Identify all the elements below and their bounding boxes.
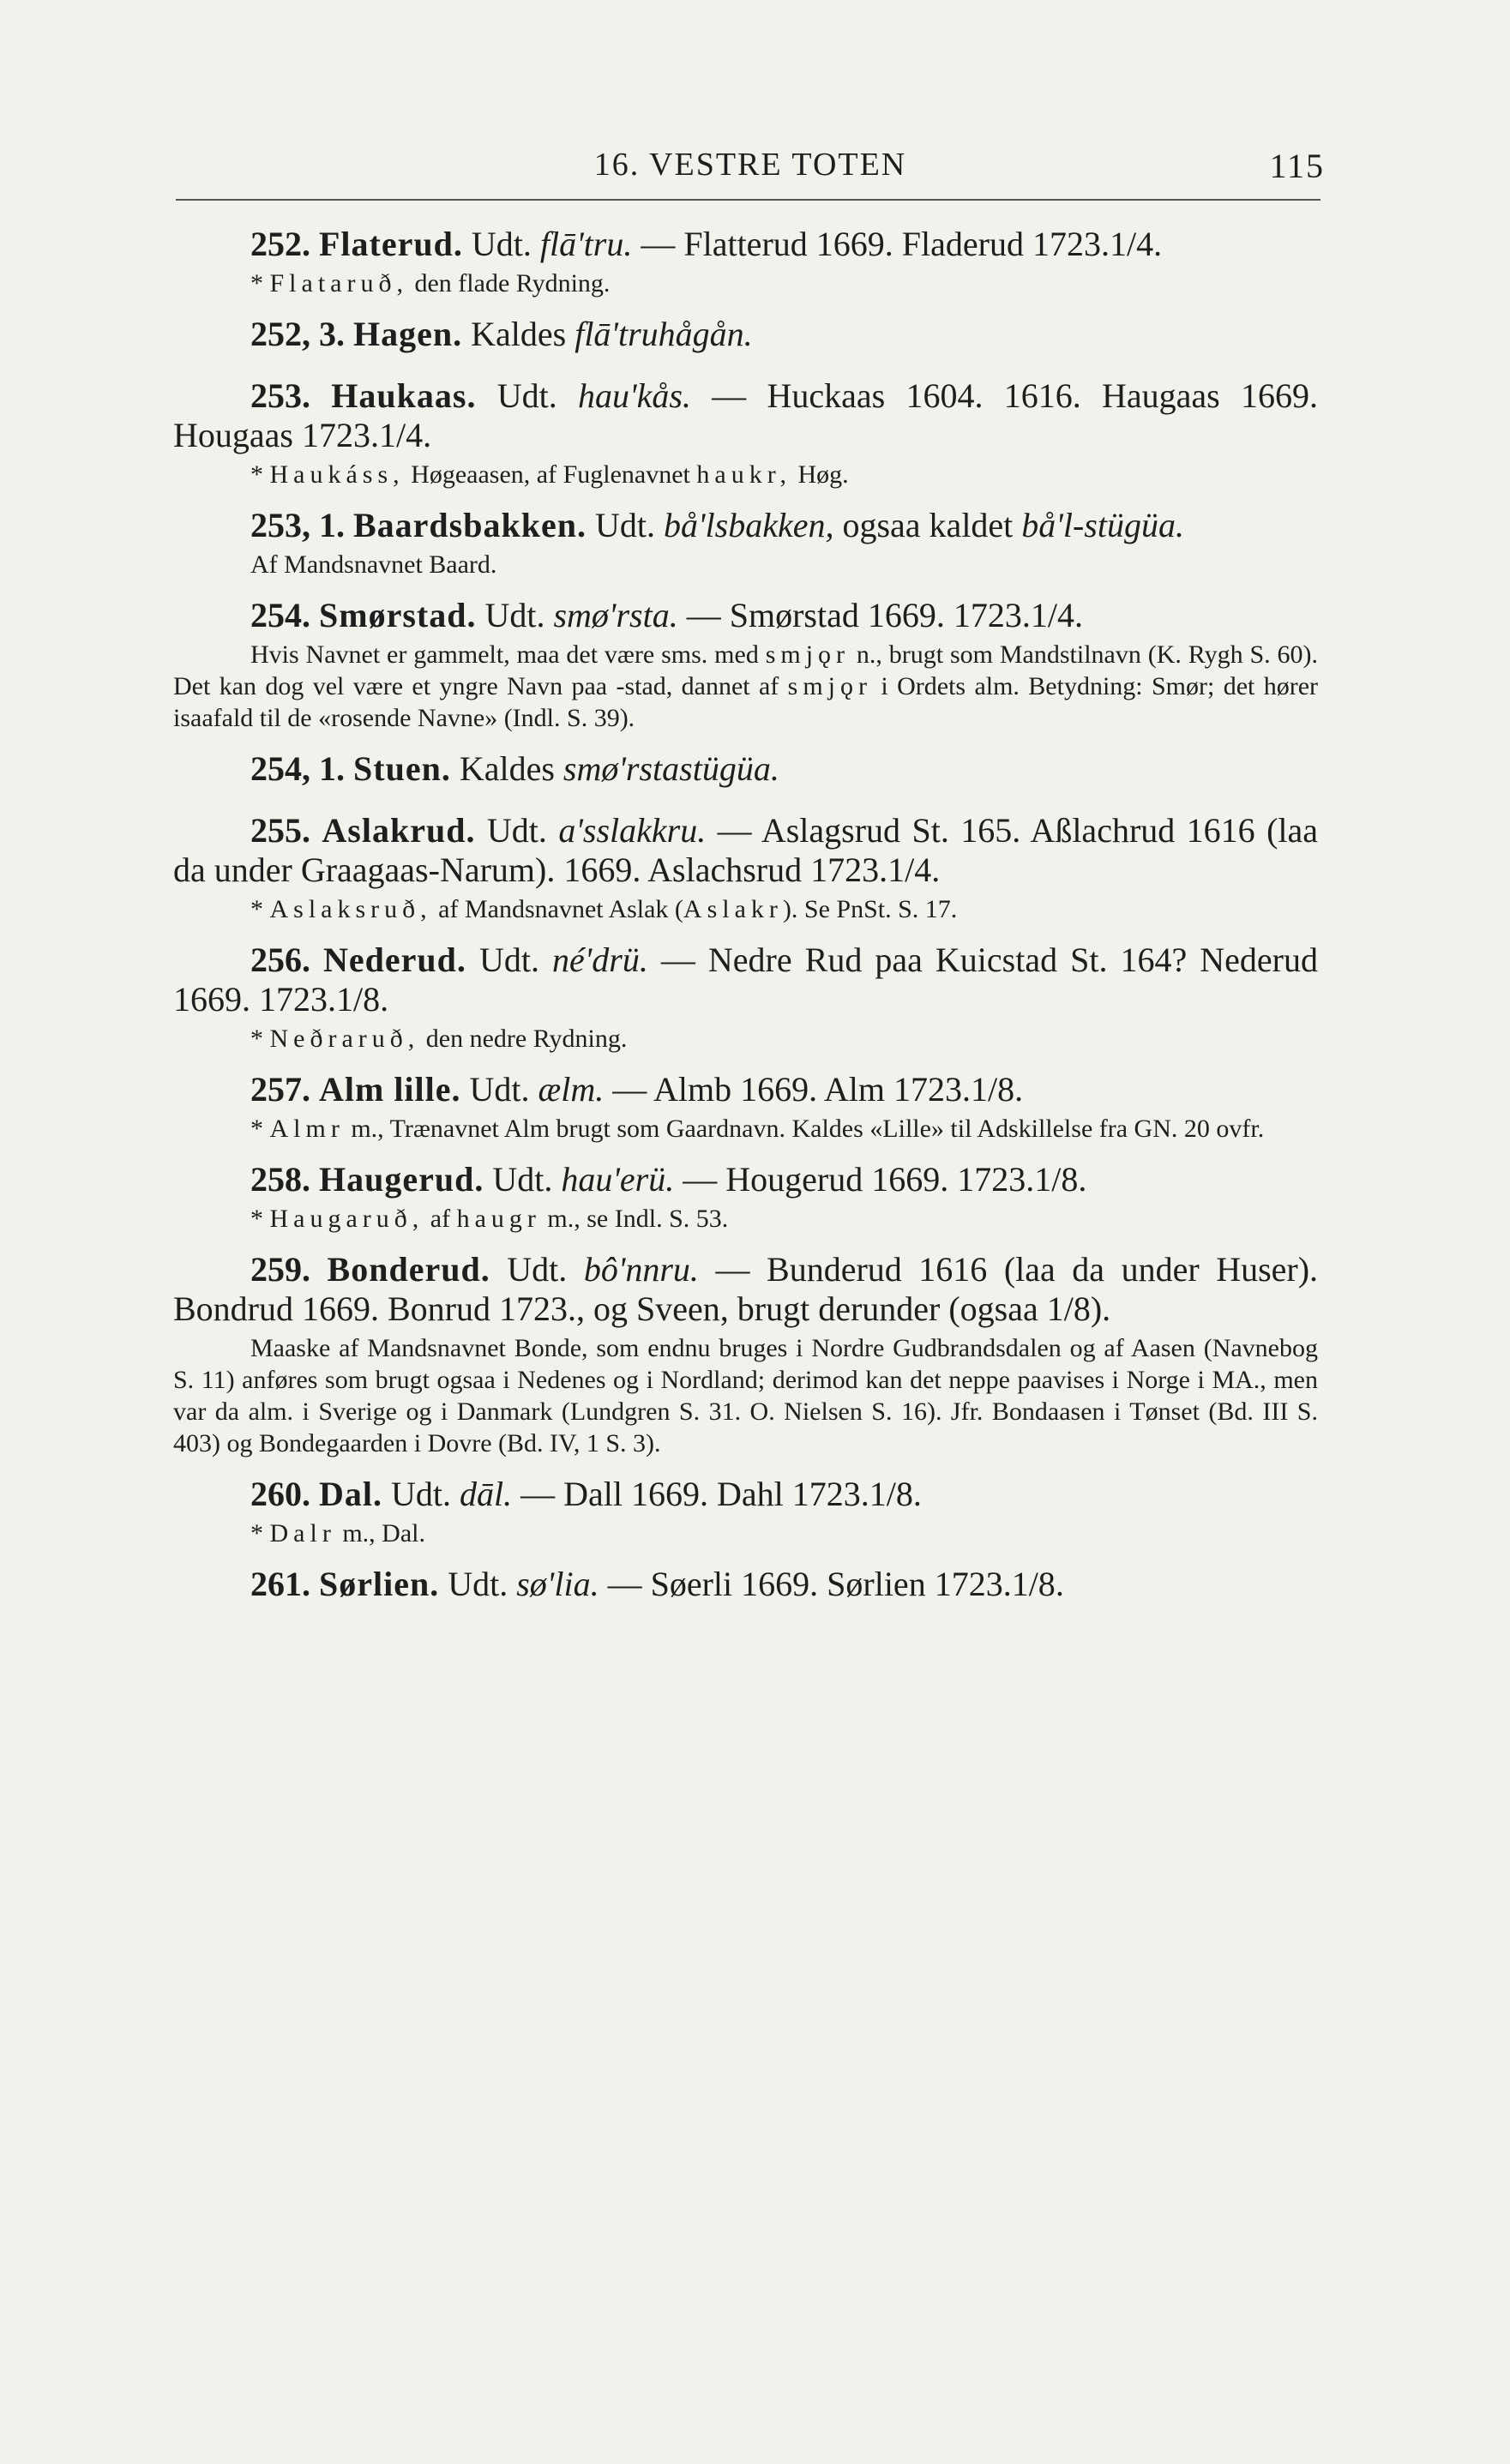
- pronunciation: dāl.: [460, 1475, 513, 1513]
- entry-255: 255. Aslakrud. Udt. a'sslakkru. — Aslagsrud St. 165. Aßlachrud 1616 (laa da under Graagaas-Narum). 1669. Aslachsrud 1723.1/4.: [173, 811, 1319, 889]
- fraction: 1/4: [1030, 596, 1074, 634]
- entry-number: 254, 1.: [250, 749, 345, 788]
- pronunciation: hau'erü.: [561, 1160, 675, 1199]
- running-header: [176, 146, 1325, 183]
- entry-252: 252. Flaterud. Udt. flā'tru. — Flatterud 1669. Fladerud 1723.1/4.: [173, 225, 1318, 264]
- pronunciation: flā'truhågån.: [575, 315, 753, 353]
- historic-forms: — Dall 1669. Dahl 1723.: [520, 1475, 869, 1513]
- old-norse-form: Flatаruð,: [269, 269, 408, 297]
- fraction: 1/8).: [1046, 1289, 1111, 1328]
- entry-258: 258. Haugerud. Udt. hau'erü. — Hougerud 1669. 1723.1/8.: [173, 1160, 1318, 1199]
- note-258: * Haugaruð, af haugr m., se Indl. S. 53.: [250, 1205, 729, 1233]
- farm-name: Dal.: [319, 1475, 382, 1513]
- entry-number: 259.: [250, 1250, 310, 1289]
- farm-name: Haukaas.: [331, 376, 477, 415]
- entry-number: 258.: [250, 1160, 310, 1199]
- udt-label: Udt.: [478, 941, 539, 979]
- udt-label: Udt.: [492, 1160, 553, 1199]
- note-253: * Haukáss, Høgeaasen, af Fuglenavnet haukr, Høg.: [250, 460, 849, 489]
- note-text: den flade Rydning.: [414, 269, 611, 297]
- farm-name: Smørstad.: [319, 596, 477, 634]
- note-256: * Neðraruð, den nedre Rydning.: [250, 1025, 628, 1053]
- pronunciation: bå'lsbakken,: [663, 506, 834, 544]
- pronunciation: ælm.: [538, 1070, 605, 1109]
- pronunciation: hau'kås.: [578, 376, 691, 415]
- pronunciation: smø'rstastügüa.: [562, 749, 779, 788]
- note-252: * Flatаruð, den flade Rydning.: [250, 269, 611, 297]
- entry-259: [173, 1250, 1318, 1329]
- fraction: 1/8: [869, 1475, 913, 1513]
- pronunciation: flā'tru.: [539, 225, 633, 263]
- old-norse-form: Neðraruð,: [269, 1025, 420, 1053]
- pronunciation: smø'rsta.: [553, 596, 678, 634]
- entry-text: Kaldes: [471, 315, 567, 353]
- entry-number: 253.: [250, 376, 310, 415]
- entry-252-3: [173, 315, 1318, 354]
- entry-253: 253. Haukaas. Udt. hau'kås. — Huckaas 1604. 1616. Haugaas 1669. Hougaas 1723.1/4.: [173, 376, 1318, 454]
- farm-name: Bonderud.: [327, 1250, 490, 1289]
- udt-label: Udt.: [391, 1475, 451, 1513]
- farm-name: Hagen.: [353, 315, 463, 353]
- note-text: den nedre Rydning.: [425, 1025, 628, 1053]
- farm-name: Stuen.: [353, 749, 451, 788]
- pronunciation: a'sslakkru.: [558, 811, 707, 850]
- old-norse-form: smjǫr: [765, 640, 851, 669]
- note-text: af: [430, 1205, 451, 1233]
- historic-forms: — Aslagsrud St. 165. Aßlachrud 1616 (laa da under Graagaas-Narum). 1669. Aslachsrud 1723.: [173, 811, 1319, 889]
- entry-number: 260.: [250, 1475, 310, 1513]
- historic-forms: — Flatterud 1669. Fladerud 1723.: [641, 225, 1110, 263]
- entry-number: 255.: [250, 811, 310, 850]
- note-text: n., brugt som Mandstilnavn (K. Rygh S. 60). Det kan dog vel være et yngre Navn paa -stad, dannet af: [173, 640, 1318, 700]
- entry-number: 256.: [250, 941, 310, 979]
- udt-label: Udt.: [484, 596, 545, 634]
- entry-number: 257.: [250, 1070, 310, 1109]
- note-260: * Dalr m., Dal.: [250, 1519, 425, 1548]
- page-number: 115: [1269, 147, 1325, 185]
- note-text: Af Mandsnavnet Baard.: [250, 550, 497, 579]
- note-253-1: [173, 549, 1318, 580]
- farm-name: Baardsbakken.: [353, 506, 587, 544]
- note-257: * Almr m., Trænavnet Alm brugt som Gaardnavn. Kaldes «Lille» til Adskillelse fra GN. 20 ovfr.: [250, 1115, 1265, 1143]
- old-norse-form: Almr: [269, 1115, 345, 1143]
- pronunciation: bå'l-stügüa.: [1021, 506, 1184, 544]
- note-text: m., Dal.: [342, 1519, 425, 1548]
- note-259: [173, 1332, 1318, 1459]
- farm-name: Alm lille.: [319, 1070, 461, 1109]
- farm-name: Flaterud.: [319, 225, 463, 263]
- note-text: Hvis Navnet er gammelt, maa det være sms. med: [250, 640, 759, 669]
- entry-number: 253, 1.: [250, 506, 345, 544]
- old-norse-form: Haugaruð,: [269, 1205, 424, 1233]
- udt-label: Udt.: [471, 225, 532, 263]
- note-text: m., se Indl. S. 53.: [547, 1205, 729, 1233]
- udt-label: Udt.: [507, 1250, 568, 1289]
- udt-label: Udt.: [594, 506, 655, 544]
- fraction: 1/8: [971, 1070, 1015, 1109]
- header-rule: [176, 199, 1320, 201]
- fraction: 1/8: [1011, 1565, 1056, 1603]
- udt-label: Udt.: [469, 1070, 530, 1109]
- note-text: m., Trænavnet Alm brugt som Gaardnavn. Kaldes «Lille» til Adskillelse fra GN. 20 ovfr.: [351, 1115, 1265, 1143]
- entry-261: 261. Sørlien. Udt. sø'lia. — Søerli 1669. Sørlien 1723.1/8.: [173, 1565, 1318, 1604]
- fraction: 1/4: [378, 416, 424, 454]
- entry-253-1: [173, 506, 1318, 545]
- note-text: Høgeaasen, af Fuglenavnet: [411, 460, 690, 489]
- pronunciation: né'drü.: [551, 941, 648, 979]
- pronunciation: sø'lia.: [516, 1565, 599, 1603]
- entry-number: 254.: [250, 596, 310, 634]
- text-body: [173, 225, 1318, 1608]
- entry-number: 252.: [250, 225, 310, 263]
- farm-name: Haugerud.: [319, 1160, 484, 1199]
- note-254: [173, 639, 1318, 734]
- note-text: i Ordets alm. Betydning: Smør; det hører isaafald til de «rosende Navne» (Indl. S. 39).: [173, 672, 1319, 732]
- note-text: Maaske af Mandsnavnet Bonde, som endnu bruges i Nordre Gudbrandsdalen og af Aasen (Navnebog S. 11) anføres som brugt ogsaa i Nedenes og i Nordland; derimod kan det neppe paavises i Norge i MA., men var da alm. i Sverige og i Danmark (Lundgren S. 31. O. Nielsen S. 16). Jfr. Bondaasen i Tønset (Bd. III S. 403) og Bondegaarden i Dovre (Bd. IV, 1 S. 3).: [173, 1334, 1318, 1457]
- udt-label: Udt.: [448, 1565, 508, 1603]
- entry-257: 257. Alm lille. Udt. ælm. — Almb 1669. Alm 1723.1/8.: [173, 1070, 1318, 1109]
- header-title: 16. VESTRE TOTEN: [593, 147, 907, 183]
- historic-forms: — Smørstad 1669. 1723.: [686, 596, 1031, 634]
- old-norse-form: Haukáss,: [269, 460, 405, 489]
- fraction: 1/4: [887, 850, 932, 889]
- entry-number: 252, 3.: [250, 315, 345, 353]
- farm-name: Sørlien.: [319, 1565, 440, 1603]
- historic-forms: — Huckaas 1604. 1616. Haugaas 1669. Hougaas 1723.: [173, 376, 1318, 454]
- entry-260: 260. Dal. Udt. dāl. — Dall 1669. Dahl 1723.1/8.: [173, 1475, 1318, 1514]
- entry-256: 256. Nederud. Udt. né'drü. — Nedre Rud paa Kuicstad St. 164? Nederud 1669. 1723.1/8.: [173, 941, 1319, 1019]
- old-norse-form: haukr,: [696, 460, 791, 489]
- udt-label: Udt.: [496, 376, 557, 415]
- udt-label: Udt.: [486, 811, 547, 850]
- note-text: Høg.: [797, 460, 849, 489]
- old-norse-form: haugr: [456, 1205, 541, 1233]
- historic-forms: — Bunderud 1616 (laa da under Huser). Bondrud 1669. Bonrud 1723., og Sveen, brugt derunder (ogsaa: [173, 1250, 1319, 1328]
- farm-name: Aslakrud.: [322, 811, 476, 850]
- old-norse-form: Aslakr: [683, 895, 783, 923]
- old-norse-form: Aslaksruð,: [269, 895, 432, 923]
- note-255: * Aslaksruð, af Mandsnavnet Aslak (Aslakr). Se PnSt. S. 17.: [250, 895, 958, 923]
- fraction: 1/4: [1109, 225, 1154, 263]
- historic-forms: — Almb 1669. Alm 1723.: [612, 1070, 972, 1109]
- note-text: ). Se PnSt. S. 17.: [782, 895, 958, 923]
- entry-254-1: [173, 749, 1318, 789]
- entry-text: Kaldes: [459, 749, 555, 788]
- historic-forms: — Hougerud 1669. 1723.: [683, 1160, 1035, 1199]
- fraction: 1/8: [336, 980, 381, 1019]
- farm-name: Nederud.: [323, 941, 466, 979]
- entry-number: 261.: [250, 1565, 310, 1603]
- fraction: 1/8: [1034, 1160, 1079, 1199]
- historic-forms: — Nedre Rud paa Kuicstad St. 164? Nederud 1669. 1723.: [173, 941, 1319, 1019]
- old-norse-form: Dalr: [269, 1519, 336, 1548]
- historic-forms: — Søerli 1669. Sørlien 1723.: [607, 1565, 1012, 1603]
- pronunciation: bô'nnru.: [583, 1250, 699, 1289]
- entry-254: 254. Smørstad. Udt. smø'rsta. — Smørstad 1669. 1723.1/4.: [173, 596, 1318, 635]
- entry-text: ogsaa kaldet: [842, 506, 1014, 544]
- note-text: af Mandsnavnet Aslak (: [438, 895, 683, 923]
- old-norse-form: smjǫr: [787, 672, 873, 700]
